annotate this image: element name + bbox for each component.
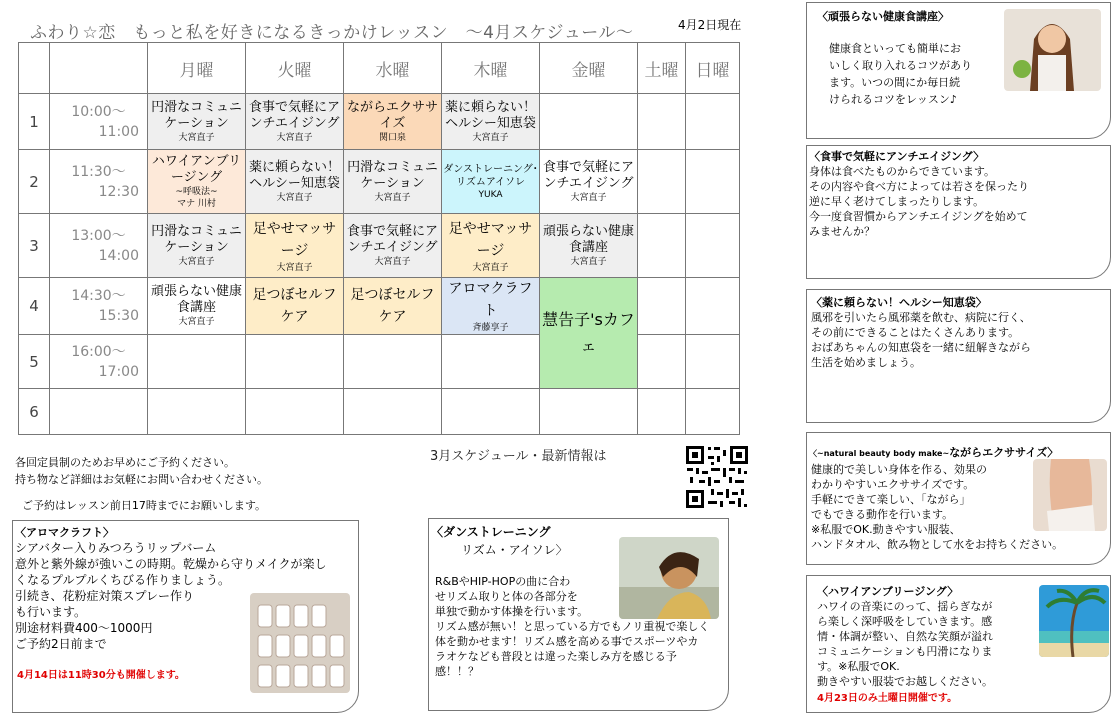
start-time: 14:30～ <box>71 288 126 304</box>
box-title: 〈ダンストレーニング <box>431 525 551 539</box>
day-header-fri: 金曜 <box>540 43 638 94</box>
day-header-sat: 土曜 <box>638 43 686 94</box>
class-name: 足やせマッサージ <box>252 220 337 259</box>
box-line: 生活を始めましょう。 <box>811 356 921 369</box>
schedule-row-1 <box>19 94 740 150</box>
teacher-name: YUKA <box>478 189 503 200</box>
box-line: 体を動かせます！リズム感を高める事でスポーツやカ <box>435 635 699 648</box>
class-cell <box>540 150 638 214</box>
teacher-name: 大宮直子 <box>178 317 215 327</box>
box-title-prefix: 〈~natural beauty body make~ <box>809 449 950 458</box>
class-name: 円滑なコミュニケーション <box>347 159 438 191</box>
dancer-photo-image <box>619 537 719 619</box>
box-line: 逆に早く老けてしまったりします。 <box>809 195 985 208</box>
teacher-name: 関口泉 <box>378 132 406 143</box>
class-name: 足つぼセルフケア <box>252 287 337 325</box>
box-title <box>809 441 1110 460</box>
as-of-date: 4月2日現在 <box>678 18 742 32</box>
march-schedule-note: 3月スケジュール・最新情報は <box>430 449 607 464</box>
waist-photo-image <box>1033 459 1107 531</box>
box-line: いしく取り入れるコツがあり <box>829 59 972 72</box>
box-body <box>809 164 1110 239</box>
empty-cell <box>686 335 740 389</box>
day-header-sun: 日曜 <box>686 43 740 94</box>
box-line: コミュニケーションも円滑になりま <box>817 645 993 658</box>
aroma-bottles-image <box>250 593 350 693</box>
time-slot <box>50 150 148 214</box>
empty-cell <box>638 150 686 214</box>
row-number: 1 <box>19 94 50 150</box>
empty-cell <box>638 335 686 389</box>
empty-cell <box>686 150 740 214</box>
empty-cell <box>686 278 740 335</box>
herbal-wisdom-box <box>806 289 1111 423</box>
class-cell <box>246 214 344 278</box>
class-cell <box>148 214 246 278</box>
box-line: その内容や食べ方によっては若さを保ったり <box>809 180 1029 193</box>
empty-cell <box>148 389 246 435</box>
time-slot <box>50 335 148 389</box>
box-line: 単独で動かす体操を行います。 <box>435 605 589 618</box>
empty-cell <box>686 214 740 278</box>
header-row <box>19 43 740 94</box>
day-header-wed: 水曜 <box>344 43 442 94</box>
teacher-name: 大宮直子 <box>374 256 411 267</box>
empty-cell <box>442 389 540 435</box>
schedule-row-3 <box>19 214 740 278</box>
teacher-name: 大宮直子 <box>570 192 607 203</box>
box-line: ご予約2日前まで <box>15 637 107 651</box>
nagara-exercise-box <box>806 432 1111 565</box>
class-cell <box>442 278 540 335</box>
box-line: リズム感が無い！と思っている方でもノリ重視で楽しく <box>435 620 710 633</box>
class-name: 頑張らない健康食講座 <box>542 223 634 255</box>
class-name: 薬に頼らない！ヘルシー知恵袋 <box>248 159 340 191</box>
teacher-name: 大宮直子 <box>472 132 509 143</box>
class-cell <box>148 278 246 335</box>
notice-text: 4月14日は11時30分も開催します。 <box>17 670 185 681</box>
box-line: ハワイの音楽にのって、揺らぎなが <box>817 600 993 613</box>
class-cell <box>540 278 638 389</box>
start-time: 16:00～ <box>71 343 126 360</box>
start-time: 10:00～ <box>71 103 126 120</box>
empty-cell <box>686 389 740 435</box>
time-header-cell <box>50 43 148 94</box>
teacher-name: 大宮直子 <box>276 132 313 143</box>
box-line: も行います。 <box>15 605 87 619</box>
box-line: でもできる動作を行います。 <box>811 508 954 521</box>
anti-aging-box <box>806 145 1111 279</box>
box-line: 引続き、花粉症対策スプレー作り <box>15 589 195 603</box>
teacher-name: 大宮直子 <box>276 262 313 273</box>
row-number: 2 <box>19 150 50 214</box>
class-name: 頑張らない健康食講座 <box>150 284 242 315</box>
page-title: ふわり☆恋 もっと私を好きになるきっかけレッスン ～4月スケジュール～ <box>30 23 634 43</box>
box-line: シアバター入りみつろうリップバーム <box>15 541 217 555</box>
day-header-tue: 火曜 <box>246 43 344 94</box>
teacher-name: 大宮直子 <box>570 256 607 267</box>
healthy-food-box <box>806 2 1111 139</box>
box-line: 感！！？ <box>435 665 479 678</box>
empty-cell <box>638 214 686 278</box>
box-line: 情・体調が整い、自然な笑顔が溢れ <box>817 630 993 643</box>
teacher-name: マナ 川村 <box>177 198 216 209</box>
row-number: 5 <box>19 335 50 389</box>
end-time: 17:00 <box>98 363 139 380</box>
box-line: その前にできることはたくさんあります。 <box>811 326 1020 339</box>
empty-cell <box>442 335 540 389</box>
class-name: 足つぼセルフケア <box>350 287 435 325</box>
class-name: 薬に頼らない！ヘルシー知恵袋 <box>444 99 536 131</box>
box-line: ※私服でOK.動きやすい服装、 <box>811 523 961 536</box>
box-line: 意外と紫外線が強いこの時期。乾燥から守りメイクが楽し <box>15 557 327 571</box>
box-line: ラオケなども普段とは違った楽しみ方を感じる予 <box>435 650 677 663</box>
class-cell <box>246 150 344 214</box>
qr-code-icon[interactable] <box>684 444 750 510</box>
class-cell <box>148 94 246 150</box>
box-line: ら楽しく深呼吸をしていきます。感 <box>817 615 993 628</box>
empty-cell <box>246 335 344 389</box>
empty-cell <box>686 94 740 150</box>
empty-cell <box>148 335 246 389</box>
notice-text: 4月23日のみ土曜日開催です。 <box>817 693 958 704</box>
day-header-mon: 月曜 <box>148 43 246 94</box>
end-time: 12:30 <box>98 183 139 200</box>
box-line: わかりやすいエクササイズです。 <box>811 478 975 491</box>
class-name: アロマクラフト <box>448 281 533 319</box>
class-cell <box>442 94 540 150</box>
class-name: 食事で気軽にアンチエイジング <box>542 159 634 191</box>
class-cell <box>344 278 442 335</box>
dance-training-box <box>428 518 729 711</box>
box-line: せリズム取りと体の各部分を <box>435 590 578 603</box>
class-name: ながらエクササイズ <box>346 99 438 131</box>
row-number: 6 <box>19 389 50 435</box>
box-line: けられるコツをレッスン♪ <box>829 93 957 106</box>
class-cell <box>442 150 540 214</box>
box-line: 身体は食べたものからできています。 <box>809 165 996 178</box>
box-line: R&BやHIP-HOPの曲に合わ <box>435 575 571 588</box>
box-title: 〈薬に頼らない！ヘルシー知恵袋〉 <box>811 296 987 309</box>
note-reservation: ご予約はレッスン前日17時までにお願いします。 <box>22 499 267 512</box>
empty-cell <box>246 389 344 435</box>
class-name: 慧告子'sカフェ <box>542 310 635 355</box>
empty-cell <box>344 389 442 435</box>
empty-cell <box>344 335 442 389</box>
end-time: 15:30 <box>98 308 139 324</box>
class-cell <box>246 94 344 150</box>
class-subtitle: ~呼吸法~ <box>175 186 218 197</box>
corner-cell <box>19 43 50 94</box>
empty-cell <box>540 389 638 435</box>
teacher-name: 大宮直子 <box>472 262 509 273</box>
aroma-craft-box <box>12 520 359 713</box>
class-name: 食事で気軽にアンチエイジング <box>346 223 438 255</box>
class-cell <box>442 214 540 278</box>
box-line: ハンドタオル、飲み物として水をお持ちください。 <box>811 538 1064 551</box>
box-title: 〈ハワイアンブリージング〉 <box>817 585 959 598</box>
box-line: 健康食といっても簡単にお <box>829 42 961 55</box>
woman-eating-image <box>1004 9 1101 91</box>
box-line: 動きやすい服装でお越しください。 <box>817 675 993 688</box>
box-title-main: ながらエクササイズ〉 <box>949 446 1059 459</box>
class-cell <box>540 214 638 278</box>
box-title: 〈食事で気軽にアンチエイジング〉 <box>809 150 985 163</box>
end-time: 14:00 <box>98 247 139 264</box>
time-slot <box>50 278 148 335</box>
box-line: ます。いつの間にか毎日続 <box>829 76 961 89</box>
class-name: ハワイアンブリージング <box>151 153 242 185</box>
class-name: 足やせマッサージ <box>448 220 533 259</box>
empty-cell <box>638 278 686 335</box>
box-line: 別途材料費400～1000円 <box>15 621 153 635</box>
schedule-row-2 <box>19 150 740 214</box>
box-line: くなるプルプルくちびる作りましょう。 <box>15 573 231 587</box>
start-time: 11:30～ <box>71 163 126 180</box>
hawaiian-breathing-box <box>806 575 1111 713</box>
time-slot <box>50 94 148 150</box>
note-capacity: 各回定員制のためお早めにご予約ください。 <box>15 456 235 469</box>
empty-cell <box>50 389 148 435</box>
schedule-row-4 <box>19 278 740 335</box>
schedule-row-6 <box>19 389 740 435</box>
row-number: 4 <box>19 278 50 335</box>
teacher-name: 斉藤享子 <box>472 323 509 333</box>
row-number: 3 <box>19 214 50 278</box>
class-name: 円滑なコミュニケーション <box>151 223 242 255</box>
end-time: 11:00 <box>98 123 139 140</box>
class-cell <box>344 94 442 150</box>
empty-cell <box>638 389 686 435</box>
start-time: 13:00～ <box>71 227 126 244</box>
teacher-name: 大宮直子 <box>178 132 215 143</box>
empty-cell <box>540 94 638 150</box>
box-title: 〈アロマクラフト〉 <box>15 526 114 539</box>
class-cell <box>148 150 246 214</box>
day-header-thu: 木曜 <box>442 43 540 94</box>
class-name: 円滑なコミュニケーション <box>151 99 242 131</box>
box-line: 手軽にできて楽しい、「ながら」 <box>811 493 971 506</box>
class-name: 食事で気軽にアンチエイジング <box>248 99 340 131</box>
box-body <box>811 310 1110 370</box>
box-line: みませんか？ <box>809 225 875 238</box>
box-title: 〈頑張らない健康食講座〉 <box>817 10 949 23</box>
teacher-name: 大宮直子 <box>374 192 411 203</box>
box-line: 風邪を引いたら風邪薬を飲む、病院に行く、 <box>811 311 1031 324</box>
box-line: おばあちゃんの知恵袋を一緒に紐解きながら <box>811 341 1031 354</box>
box-subtitle: リズム・アイソレ〉 <box>461 543 568 557</box>
teacher-name: 大宮直子 <box>276 192 313 203</box>
time-slot <box>50 214 148 278</box>
class-name: ダンストレーニング･リズムアイソレ <box>443 163 538 188</box>
class-cell <box>344 214 442 278</box>
box-line: す。※私服でOK. <box>817 660 900 673</box>
empty-cell <box>638 94 686 150</box>
box-line: 健康的で美しい身体を作る、効果の <box>811 463 987 476</box>
class-cell <box>246 278 344 335</box>
box-line: 今一度食習慣からアンチエイジングを始めて <box>809 210 1028 223</box>
note-contact: 持ち物など詳細はお気軽にお問い合わせください。 <box>15 473 268 486</box>
schedule-table <box>18 42 740 435</box>
palm-tree-image <box>1039 585 1109 657</box>
class-cell <box>344 150 442 214</box>
teacher-name: 大宮直子 <box>178 256 215 267</box>
